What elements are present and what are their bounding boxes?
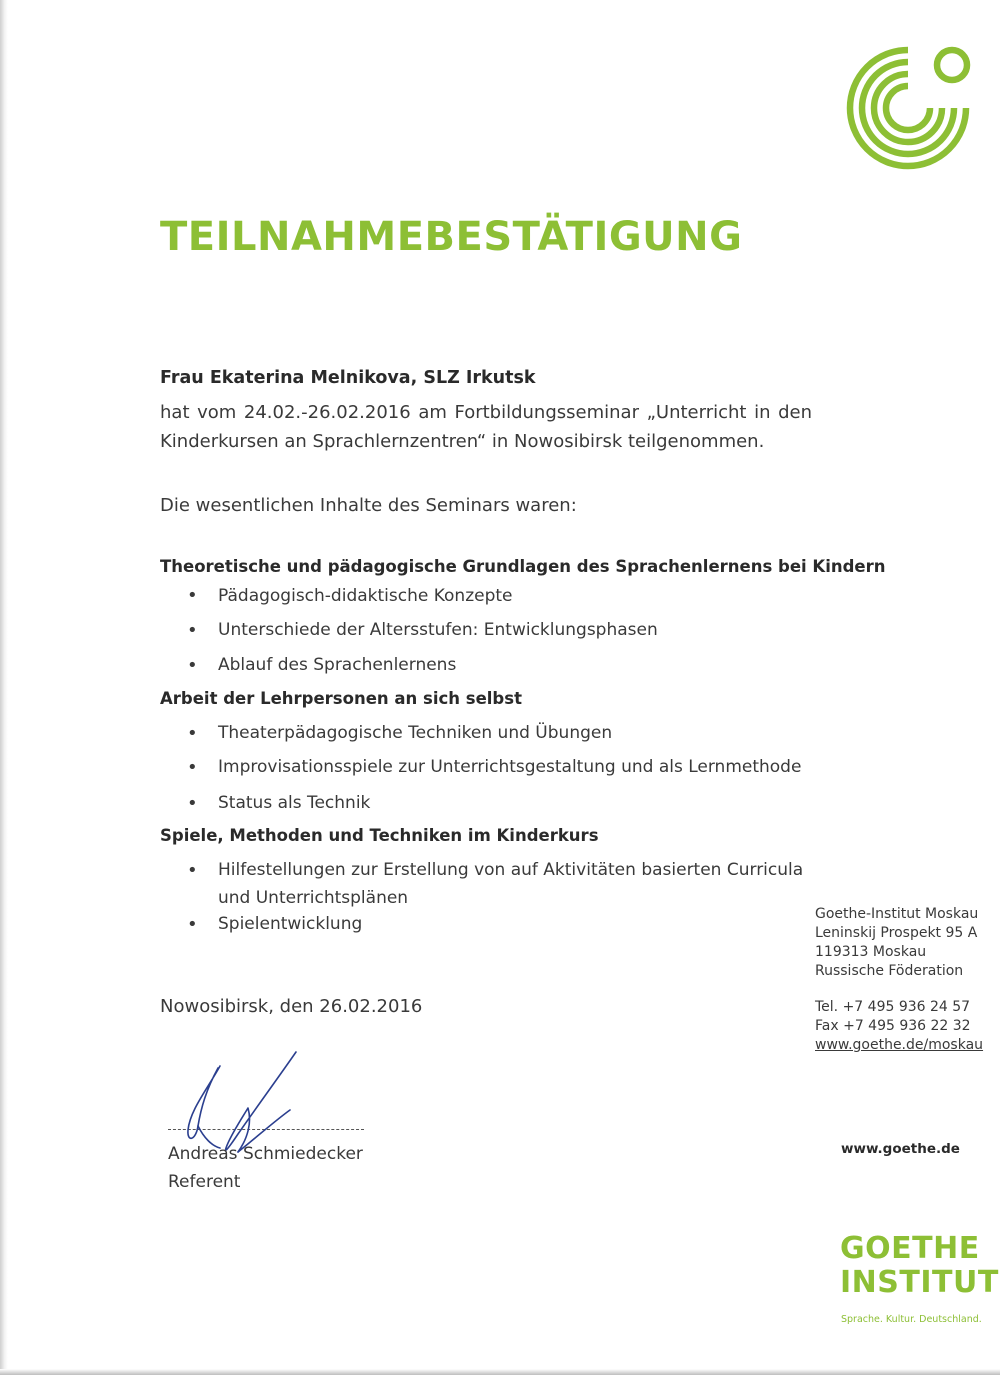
phone-number: Tel. +7 495 936 24 57	[815, 999, 971, 1015]
address-line: Goethe-Institut Moskau	[815, 906, 979, 922]
bullet-icon: •	[187, 793, 198, 814]
signer-name: Andreas Schmiedecker	[168, 1144, 363, 1164]
brand-tagline: Sprache. Kultur. Deutschland.	[841, 1314, 982, 1325]
address-line: Leninskij Prospekt 95 A	[815, 925, 978, 941]
place-and-date: Nowosibirsk, den 26.02.2016	[160, 996, 423, 1017]
list-item: Hilfestellungen zur Erstellung von auf Aktivitäten basierten Curricula und Unterrichtsplänen	[218, 860, 804, 908]
moscow-website-link[interactable]: www.goethe.de/moskau	[815, 1037, 984, 1053]
website-link[interactable]: www.goethe.de	[841, 1141, 960, 1157]
institute-address	[815, 905, 978, 981]
brand-wordmark-line2: INSTITUT	[840, 1265, 999, 1300]
fax-number: Fax +7 495 936 22 32	[815, 1018, 971, 1034]
section-title: Arbeit der Lehrpersonen an sich selbst	[160, 689, 522, 708]
list-item: Pädagogisch-didaktische Konzepte	[218, 586, 513, 606]
address-line: 119313 Moskau	[815, 944, 927, 960]
signer-role: Referent	[168, 1172, 241, 1192]
list-item: Ablauf des Sprachenlernens	[218, 655, 457, 675]
brand-wordmark-line1: GOETHE	[840, 1231, 980, 1266]
signer-block	[168, 1140, 363, 1196]
section-title: Spiele, Methoden und Techniken im Kinderkurs	[160, 826, 599, 845]
bullet-icon: •	[187, 914, 198, 935]
list-item: Status als Technik	[218, 793, 371, 813]
bullet-icon: •	[187, 655, 198, 676]
document-title: TEILNAHMEBESTÄTIGUNG	[160, 214, 743, 260]
bullet-icon: •	[187, 860, 198, 881]
list-item: Unterschiede der Altersstufen: Entwicklungsphasen	[218, 620, 658, 640]
recipient-name: Frau Ekaterina Melnikova, SLZ Irkutsk	[160, 368, 536, 388]
list-item: Improvisationsspiele zur Unterrichtsgestaltung und als Lernmethode	[218, 757, 802, 777]
list-item: Spielentwicklung	[218, 914, 363, 934]
bullet-icon: •	[187, 723, 198, 744]
section-title: Theoretische und pädagogische Grundlagen des Sprachenlernens bei Kindern	[160, 557, 886, 576]
address-line: Russische Föderation	[815, 963, 964, 979]
page-edge-shadow	[0, 0, 8, 1375]
bullet-icon: •	[187, 620, 198, 641]
bullet-icon: •	[187, 757, 198, 778]
goethe-arcs-logo-icon	[838, 38, 978, 178]
participation-paragraph: hat vom 24.02.-26.02.2016 am Fortbildungsseminar „Unterricht in den Kinderkursen an Sprachlernzentren“ in Nowosibirsk teilgenommen.	[160, 402, 812, 452]
bullet-icon: •	[187, 585, 198, 606]
contents-intro: Die wesentlichen Inhalte des Seminars waren:	[160, 495, 577, 516]
institute-contact	[815, 998, 983, 1055]
page-bottom-shadow	[0, 1369, 1000, 1375]
list-item: Theaterpädagogische Techniken und Übungen	[218, 723, 613, 743]
